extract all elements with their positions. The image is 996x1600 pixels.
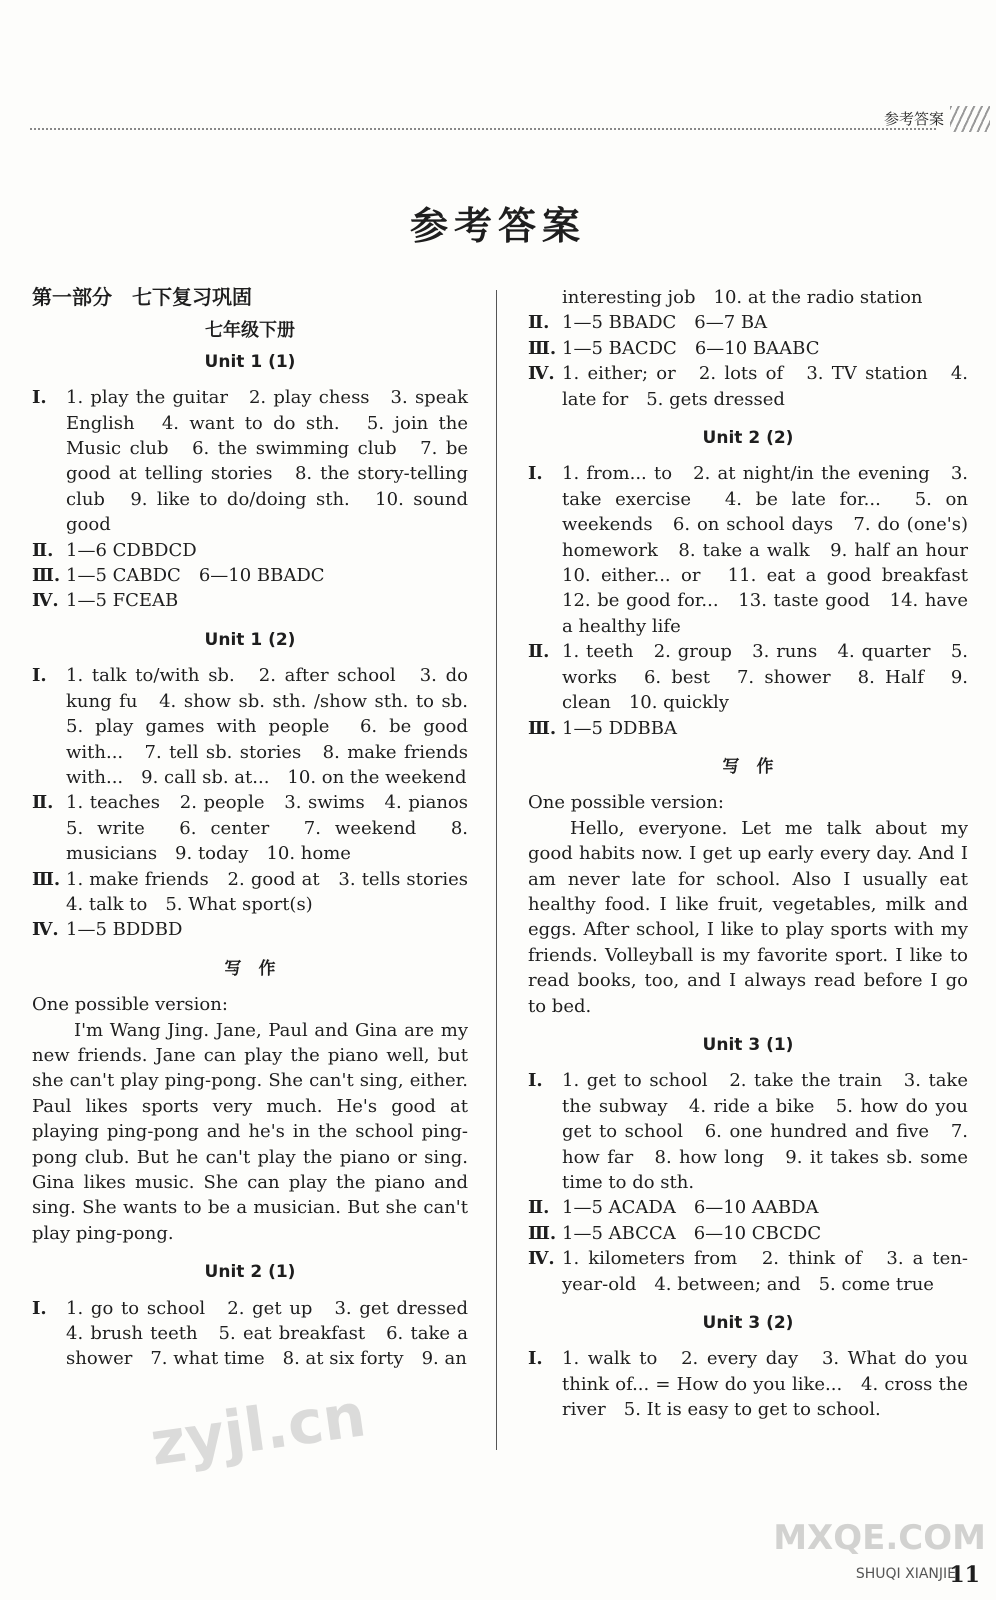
answer-item: Ⅰ. 1. play the guitar 2. play chess 3. speak English 4. want to do sth. 5. join the Music club 6. the swimming club 7. be good at telling stories 8. the story-telling club 9. like to do/doing sth. 10. sound good xyxy=(32,387,468,536)
page-number: 11 xyxy=(949,1562,980,1588)
header-divider xyxy=(30,128,936,130)
grade-title: 七年级下册 xyxy=(205,320,295,342)
answer-item: Ⅳ. 1. kilometers from 2. think of 3. a ten-year-old 4. between; and 5. come true xyxy=(528,1248,968,1295)
answer-item: Ⅲ. 1. make friends 2. good at 3. tells stories 4. talk to 5. What sport(s) xyxy=(32,868,486,915)
answer-item: Ⅱ. 1—6 CDBDCD xyxy=(32,539,197,561)
header-hatch-decoration xyxy=(950,106,990,132)
writing-title: 写 作 xyxy=(224,958,276,979)
answer-item: Ⅲ. 1—5 CABDC 6—10 BBADC xyxy=(32,565,325,587)
answer-item: Ⅳ. 1—5 FCEAB xyxy=(32,590,179,612)
unit-title: Unit 2 (2) xyxy=(702,428,794,449)
answer-item: Ⅰ. 1. go to school 2. get up 3. get dressed 4. brush teeth 5. eat breakfast 6. take a shower 7. what time 8. at six forty 9. an xyxy=(32,1297,486,1370)
unit-title: Unit 3 (2) xyxy=(702,1313,794,1334)
answer-item: Ⅱ. 1—5 ACADA 6—10 AABDA xyxy=(528,1197,819,1219)
sample-essay: Hello, everyone. Let me talk about my good habits now. I get up early every day. And I am never late for school. Also I usually eat healthy food. I like fruit, vegetables, milk and eggs. After school, I like to play sports with my friends. Volleyball is my favorite sport. I like to read books, too, and I always read before I go to bed. xyxy=(528,817,968,1017)
answer-item: Ⅱ. 1. teaches 2. people 3. swims 4. pianos 5. write 6. center 7. weekend 8. musicians 9. today 10. home xyxy=(32,792,486,865)
writing-label: One possible version: xyxy=(32,994,228,1016)
answer-item: Ⅰ. 1. from... to 2. at night/in the evening 3. take exercise 4. be late for... 5. on weekends 6. on school days 7. do (one's) homework 8. take a walk 9. half an hour 10. either... or 11. eat a good breakfast 12. be good for... 13. taste good 14. have a healthy life xyxy=(528,463,986,637)
answer-item: Ⅲ. 1—5 DDBBA xyxy=(528,717,677,739)
unit-title: Unit 3 (1) xyxy=(702,1034,794,1055)
column-divider xyxy=(496,290,497,1450)
answer-item: Ⅳ. 1. either; or 2. lots of 3. TV station 4. late for 5. gets dressed xyxy=(528,363,968,410)
watermark-overlay: zyjl.cn xyxy=(146,1380,371,1480)
unit-title: Unit 1 (2) xyxy=(204,629,296,650)
answer-item: Ⅰ. 1. talk to/with sb. 2. after school 3. do kung fu 4. show sb. sth. /show sth. to sb. 5. play games with people 6. be good with... 7. tell sb. stories 8. make friends with... 9. call sb. at... 10. on the weekend xyxy=(32,665,486,788)
answer-item: Ⅱ. 1. teeth 2. group 3. runs 4. quarter 5. works 6. best 7. shower 8. Half 9. clean 10. quickly xyxy=(528,641,968,714)
footer-series: SHUQI XIANJIE xyxy=(855,1566,956,1582)
writing-title: 写 作 xyxy=(722,756,774,777)
unit-title: Unit 1 (1) xyxy=(204,351,296,372)
section-title: 第一部分 七下复习巩固 xyxy=(32,285,252,309)
answer-item: Ⅰ. 1. walk to 2. every day 3. What do you think of... = How do you like... 4. cross the river 5. It is easy to get to school. xyxy=(528,1348,968,1421)
left-column xyxy=(32,285,486,1372)
right-column xyxy=(528,285,986,1423)
answer-item: Ⅰ. 1. get to school 2. take the train 3. take the subway 4. ride a bike 5. how do you get to school 6. one hundred and five 7. how far 8. how long 9. it takes sb. some time to do sth. xyxy=(528,1070,968,1193)
unit-title: Unit 2 (1) xyxy=(204,1262,296,1283)
writing-label: One possible version: xyxy=(528,792,724,814)
answer-item: Ⅲ. 1—5 ABCCA 6—10 CBCDC xyxy=(528,1222,822,1244)
answer-item: Ⅳ. 1—5 BDDBD xyxy=(32,919,183,941)
sample-essay: I'm Wang Jing. Jane, Paul and Gina are my new friends. Jane can play the piano well, but she can't play ping-pong. She can't sing, either. Paul likes sports very much. He's good at playing ping-pong and he's in the school ping-pong club. But he can't play the piano or sing. Gina likes music. She can play the piano and sing. She wants to be a musician. But she can't play ping-pong. xyxy=(32,1019,468,1244)
answer-item: Ⅲ. 1—5 BACDC 6—10 BAABC xyxy=(528,337,820,359)
running-head: 参考答案 xyxy=(883,110,944,128)
answer-item: interesting job 10. at the radio station xyxy=(562,287,923,308)
page-title: 参考答案 xyxy=(409,203,586,248)
watermark-logo: MXQE.COM xyxy=(773,1518,986,1558)
answer-item: Ⅱ. 1—5 BBADC 6—7 BA xyxy=(528,312,768,334)
